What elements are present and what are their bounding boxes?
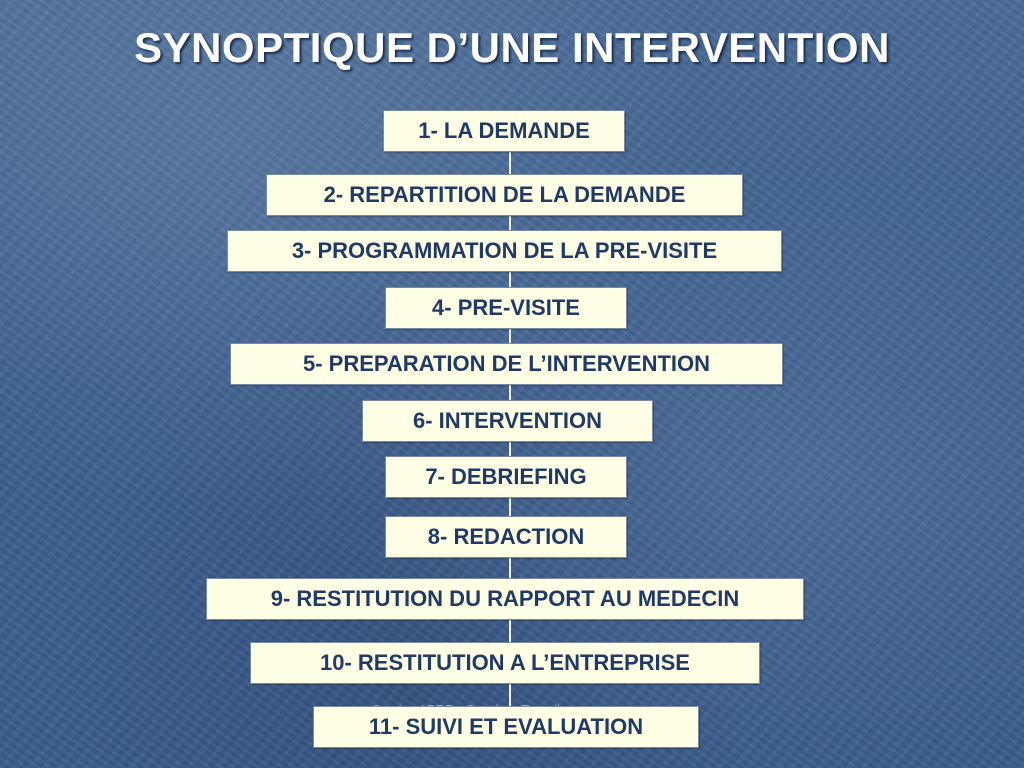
step-9-box: 9- RESTITUTION DU RAPPORT AU MEDECIN [206,578,804,620]
step-11-box: 11- SUIVI ET EVALUATION [313,706,699,748]
step-2-box: 2- REPARTITION DE LA DEMANDE [266,174,743,216]
slide-title: SYNOPTIQUE D’UNE INTERVENTION [134,24,890,71]
step-7-box: 7- DEBRIEFING [385,456,627,498]
step-4-box: 4- PRE-VISITE [385,287,627,329]
step-6-box: 6- INTERVENTION [362,400,653,442]
step-8-box: 8- REDACTION [385,516,627,558]
step-10-box: 10- RESTITUTION A L’ENTREPRISE [250,642,760,684]
step-3-box: 3- PROGRAMMATION DE LA PRE-VISITE [227,230,782,272]
step-5-box: 5- PREPARATION DE L’INTERVENTION [230,343,783,385]
step-1-box: 1- LA DEMANDE [383,110,625,152]
